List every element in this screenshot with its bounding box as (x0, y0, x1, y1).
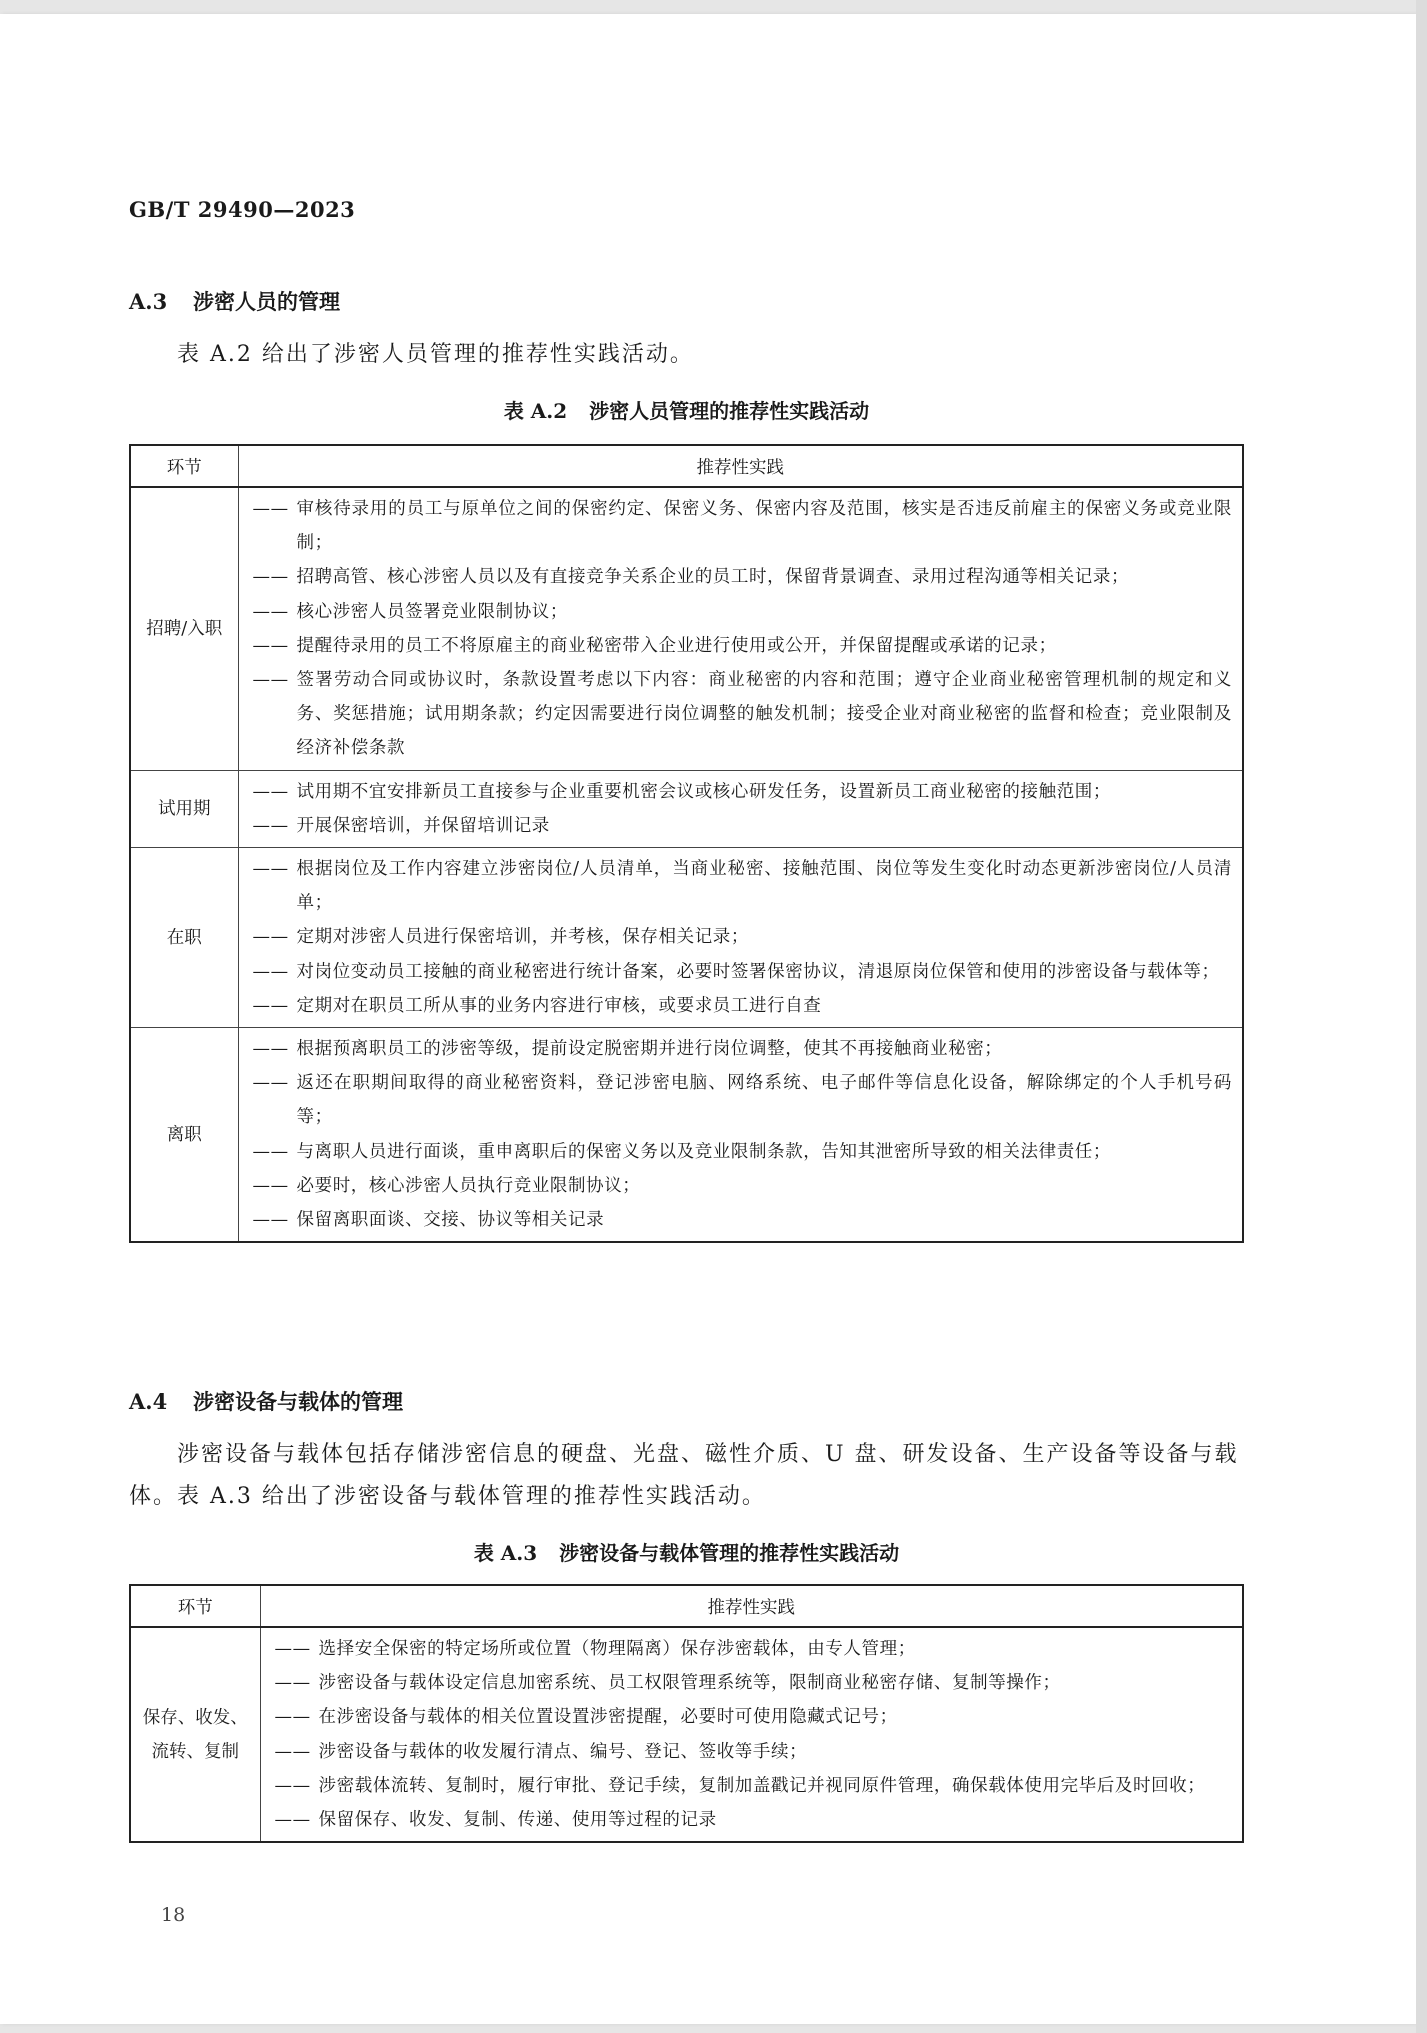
column-header-practice: 推荐性实践 (238, 445, 1243, 487)
practice-item (253, 663, 1233, 766)
item-dash: —— (274, 1707, 311, 1728)
caption-number: 表 A.3 (473, 1541, 538, 1565)
item-dash: —— (252, 1039, 289, 1060)
table-row (130, 487, 1243, 770)
item-dash: —— (252, 1175, 289, 1196)
item-dash: —— (252, 995, 289, 1016)
practice-item (253, 1203, 1233, 1237)
table-header-row (130, 445, 1243, 487)
section-number: A.3 (129, 289, 168, 314)
practice-item (253, 1135, 1233, 1169)
item-text: 选择安全保密的特定场所或位置（物理隔离）保存涉密载体，由专人管理； (318, 1639, 916, 1659)
item-dash: —— (252, 815, 289, 836)
caption-title: 涉密设备与载体管理的推荐性实践活动 (559, 1541, 900, 1565)
practice-item (253, 920, 1233, 954)
practice-item (253, 809, 1233, 843)
item-text: 必要时，核心涉密人员执行竞业限制协议； (296, 1175, 641, 1196)
item-text: 招聘高管、核心涉密人员以及有直接竞争关系企业的员工时，保留背景调查、录用过程沟通等相关记录； (296, 567, 1130, 588)
item-dash: —— (274, 1673, 311, 1694)
practice-item (275, 1632, 1233, 1666)
practice-item (253, 1066, 1233, 1134)
table-row (130, 1028, 1243, 1243)
item-dash: —— (252, 859, 289, 880)
section-title: 涉密人员的管理 (193, 290, 340, 314)
item-dash: —— (252, 961, 289, 982)
practice-item (253, 595, 1233, 629)
table-row (130, 848, 1243, 1028)
item-text: 保留离职面谈、交接、协议等相关记录 (296, 1210, 605, 1231)
item-dash: —— (274, 1741, 311, 1762)
practice-item (275, 1666, 1233, 1700)
section-heading-a3 (129, 286, 340, 316)
column-header-stage: 环节 (130, 445, 238, 487)
item-text: 根据岗位及工作内容建立涉密岗位/人员清单，当商业秘密、接触范围、岗位等发生变化时动态更新涉密岗位/人员清单； (296, 859, 1232, 914)
practice-item (253, 955, 1233, 989)
stage-cell: 在职 (130, 848, 238, 1028)
item-dash: —— (252, 635, 289, 656)
practice-item (275, 1700, 1233, 1734)
section-intro-a4: 涉密设备与载体包括存储涉密信息的硬盘、光盘、磁性介质、U 盘、研发设备、生产设备等设备与载体。表 A.3 给出了涉密设备与载体管理的推荐性实践活动。 (129, 1442, 1239, 1509)
item-dash: —— (252, 1210, 289, 1231)
item-dash: —— (274, 1775, 311, 1796)
section-intro-a3: 表 A.2 给出了涉密人员管理的推荐性实践活动。 (177, 342, 694, 367)
column-header-practice: 推荐性实践 (260, 1585, 1243, 1627)
page-edge (1416, 0, 1427, 2033)
section-number: A.4 (129, 1389, 168, 1414)
item-text: 开展保密培训，并保留培训记录 (296, 815, 550, 836)
section-title: 涉密设备与载体的管理 (193, 1390, 403, 1414)
item-text: 涉密设备与载体设定信息加密系统、员工权限管理系统等，限制商业秘密存储、复制等操作； (318, 1673, 1061, 1694)
item-text: 在涉密设备与载体的相关位置设置涉密提醒，必要时可使用隐藏式记号； (318, 1707, 898, 1728)
section-heading-a4 (129, 1386, 403, 1416)
stage-cell: 保存、收发、流转、复制 (130, 1627, 260, 1842)
practice-item (253, 852, 1233, 920)
item-dash: —— (252, 499, 289, 519)
practice-cell (238, 848, 1243, 1028)
item-text: 涉密载体流转、复制时，履行审批、登记手续，复制加盖戳记并视同原件管理，确保载体使用完毕后及时回收； (318, 1775, 1206, 1796)
table-caption-a2 (129, 395, 1244, 424)
stage-cell: 试用期 (130, 770, 238, 847)
item-text: 审核待录用的员工与原单位之间的保密约定、保密义务、保密内容及范围，核实是否违反前雇主的保密义务或竞业限制； (296, 499, 1232, 554)
item-dash: —— (252, 1141, 289, 1162)
document-page (0, 14, 1416, 2024)
item-dash: —— (252, 927, 289, 948)
table-row (130, 770, 1243, 847)
practice-item (253, 560, 1233, 594)
item-text: 提醒待录用的员工不将原雇主的商业秘密带入企业进行使用或公开，并保留提醒或承诺的记录； (296, 635, 1057, 656)
practice-cell (260, 1627, 1243, 1842)
practice-item (275, 1769, 1233, 1803)
caption-title: 涉密人员管理的推荐性实践活动 (589, 399, 870, 423)
item-text: 核心涉密人员签署竞业限制协议； (296, 601, 568, 622)
practice-cell (238, 770, 1243, 847)
item-dash: —— (252, 781, 289, 802)
stage-cell: 招聘/入职 (130, 487, 238, 770)
table-a2 (129, 444, 1244, 1243)
practice-item (253, 1032, 1233, 1066)
practice-item (253, 629, 1233, 663)
item-dash: —— (252, 670, 289, 691)
item-text: 定期对在职员工所从事的业务内容进行审核，或要求员工进行自查 (296, 995, 822, 1016)
item-text: 返还在职期间取得的商业秘密资料，登记涉密电脑、网络系统、电子邮件等信息化设备，解除绑定的个人手机号码等； (296, 1073, 1232, 1128)
item-text: 根据预离职员工的涉密等级，提前设定脱密期并进行岗位调整，使其不再接触商业秘密； (296, 1039, 1003, 1060)
item-text: 对岗位变动员工接触的商业秘密进行统计备案，必要时签署保密协议，清退原岗位保管和使用的涉密设备与载体等； (296, 961, 1220, 982)
column-header-stage: 环节 (130, 1585, 260, 1627)
table-caption-a3 (129, 1537, 1244, 1566)
item-dash: —— (274, 1810, 311, 1831)
practice-item (253, 1169, 1233, 1203)
item-text: 定期对涉密人员进行保密培训，并考核，保存相关记录； (296, 927, 749, 948)
item-text: 签署劳动合同或协议时，条款设置考虑以下内容：商业秘密的内容和范围；遵守企业商业秘密管理机制的规定和义务、奖惩措施；试用期条款；约定因需要进行岗位调整的触发机制；接受企业对商业秘密的监督和检查；竞业限制及经济补偿条款 (296, 670, 1232, 759)
page-number: 18 (161, 1904, 186, 1926)
item-text: 涉密设备与载体的收发履行清点、编号、登记、签收等手续； (318, 1741, 808, 1762)
item-dash: —— (252, 1073, 289, 1094)
standard-code: GB/T 29490—2023 (129, 197, 356, 222)
practice-item (253, 989, 1233, 1023)
table-a3 (129, 1584, 1244, 1843)
caption-number: 表 A.2 (503, 399, 568, 423)
practice-cell (238, 1028, 1243, 1243)
table-row (130, 1627, 1243, 1842)
table-header-row (130, 1585, 1243, 1627)
item-dash: —— (274, 1639, 311, 1659)
item-text: 试用期不宜安排新员工直接参与企业重要机密会议或核心研发任务，设置新员工商业秘密的接触范围； (296, 781, 1111, 802)
practice-cell (238, 487, 1243, 770)
practice-item (253, 775, 1233, 809)
stage-cell: 离职 (130, 1028, 238, 1243)
item-text: 与离职人员进行面谈，重申离职后的保密义务以及竞业限制条款，告知其泄密所导致的相关法律责任； (296, 1141, 1111, 1162)
item-text: 保留保存、收发、复制、传递、使用等过程的记录 (318, 1810, 717, 1831)
practice-item (275, 1735, 1233, 1769)
practice-item (253, 492, 1233, 560)
item-dash: —— (252, 601, 289, 622)
practice-item (275, 1803, 1233, 1837)
item-dash: —— (252, 567, 289, 588)
